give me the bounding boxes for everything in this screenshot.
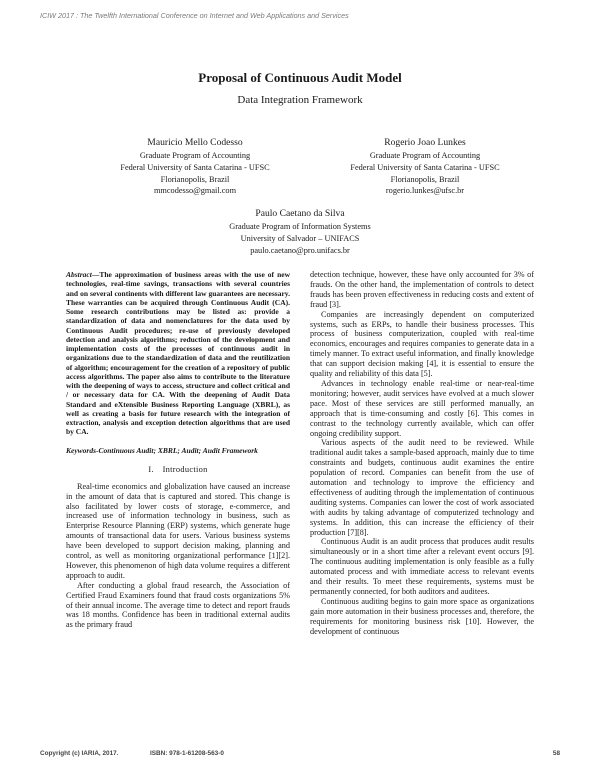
author-dept: Graduate Program of Accounting [369, 151, 481, 160]
author-block [330, 136, 520, 197]
left-column [66, 270, 290, 630]
author-block [200, 207, 400, 256]
author-city: Florianopolis, Brazil [160, 174, 230, 184]
author-name: Paulo Caetano da Silva [255, 208, 345, 219]
abstract [66, 270, 290, 437]
author-dept: Graduate Program of Information Systems [229, 222, 371, 231]
abstract-text: —The approximation of business areas with the use of new technologies, real-time savings, transactions with several countries and on several continents with different law guarantees are necessary. These warranties can be acquired through Continuous Audit (CA). Some research contributions may be listed as: provide a standardization of data and nomenclatures for the data used by Continuous Audit procedures; re-use of previously developed detection and analysis algorithms; reduction of the development and implementation costs of the processes of continuous audit in organizations due to the standardization of data and the reutilization of algorithm; encouragement for the creation of a repository of public access algorithms. The paper also aims to contribute to the literature with the deepening of ways to access, structure and collect critical and / or necessary data for CA. With the deepening of Audit Data Standard and eXtensible Business Reporting Language (XBRL), as well as creating a basis for future research with the integration of extraction, analysis and exception detection algorithms that are used by CA. [66, 270, 290, 437]
paragraph: Companies are increasingly dependent on computerized systems, such as ERPs, to handle their business processes. This process of business computerization, coupled with real-time economics, encourages and requires companies to generate data in a timely manner. To extract useful information, and finally knowledge that can support decision making [4], it is essential to ensure the quality and reliability of this data [5]. [310, 309, 534, 379]
author-univ: Federal University of Santa Catarina - UFSC [120, 162, 270, 172]
author-dept: Graduate Program of Accounting [139, 151, 251, 160]
author-univ: University of Salvador – UNIFACS [240, 233, 360, 243]
paragraph: After conducting a global fraud research, the Association of Certified Fraud Examiners found that fraud costs organizations 5% of their annual income. The average time to detect and report frauds was 18 months. Confidence has been in traditional external audits as the primary fraud [66, 580, 290, 630]
section-heading: I. Introduction [148, 464, 208, 474]
running-header: ICIW 2017 : The Twelfth International Conference on Internet and Web Applications and Services [40, 11, 349, 20]
paragraph: Real-time economics and globalization have caused an increase in the amount of data that is captured and stored. This change is also facilitated by lower costs of storage, e-commerce, and increased use of information technology in business, such as Enterprise Resource Planning (ERP) systems, which generate huge amounts of transactional data for users. Various business systems have been developed to support decision making, planning and control, as well as monitoring organizational performance [1][2]. However, this phenomenon of high data volume requires a different approach to audit. [66, 481, 290, 580]
author-univ: Federal University of Santa Catarina - UFSC [350, 162, 500, 172]
right-column [310, 270, 534, 637]
paragraph: Continuous auditing begins to gain more space as organizations gain more automation in their business processes and, therefore, the requirements for monitoring business risk [10]. However, the development of continuous [310, 596, 534, 636]
paper-subtitle: Data Integration Framework [237, 94, 363, 106]
author-city: Florianopolis, Brazil [390, 174, 460, 184]
footer-isbn: ISBN: 978-1-61208-563-0 [150, 750, 224, 757]
author-name: Mauricio Mello Codesso [147, 137, 243, 148]
paragraph: Various aspects of the audit need to be reviewed. While traditional audit takes a sample-based approach, mainly due to time constraints and budgets, continuous audit examines the entire population of record. Companies can benefit from the use of automation and technology to improve the efficiency and effectiveness of auditing through the implementation of continuous auditing systems. Companies can lower the cost of work associated with audits by taking advantage of computerized technology and systems. In addition, this can increase the efficiency of their production [7][8]. [310, 438, 534, 537]
paragraph: detection technique, however, these have only accounted for 3% of frauds. On the other hand, the implementation of controls to detect frauds has been proven effectiveness in reducing costs and extent of fraud [3]. [310, 270, 534, 309]
author-email: rogerio.lunkes@ufsc.br [385, 186, 465, 196]
footer-copyright: Copyright (c) IARIA, 2017. [40, 750, 119, 757]
paragraph: Continuous Audit is an audit process that produces audit results simultaneously or in a short time after a relevant event occurs [9]. The continuous auditing implementation is only feasible as a fully automated process and with immediate access to relevant events and their results. To meet these requirements, systems must be permanently connected, for both auditors and auditees. [310, 537, 534, 596]
page-number: 58 [552, 750, 560, 757]
author-email: paulo.caetano@pro.unifacs.br [250, 245, 350, 255]
author-block [100, 136, 290, 197]
author-email: mmcodesso@gmail.com [153, 186, 237, 196]
author-name: Rogerio Joao Lunkes [384, 137, 466, 148]
keywords: Keywords-Continuous Audit; XBRL; Audit; Audit Framework [66, 445, 258, 455]
paragraph: Advances in technology enable real-time or near-real-time monitoring; however, audit services have evolved at a much slower pace. Most of these services are still performed manually, an approach that is time-consuming and costly [6]. This comes in contrast to the technology currently available, which can offer ongoing credibility support. [310, 378, 534, 438]
abstract-label: Abstract [66, 270, 92, 279]
paper-title: Proposal of Continuous Audit Model [198, 70, 402, 85]
